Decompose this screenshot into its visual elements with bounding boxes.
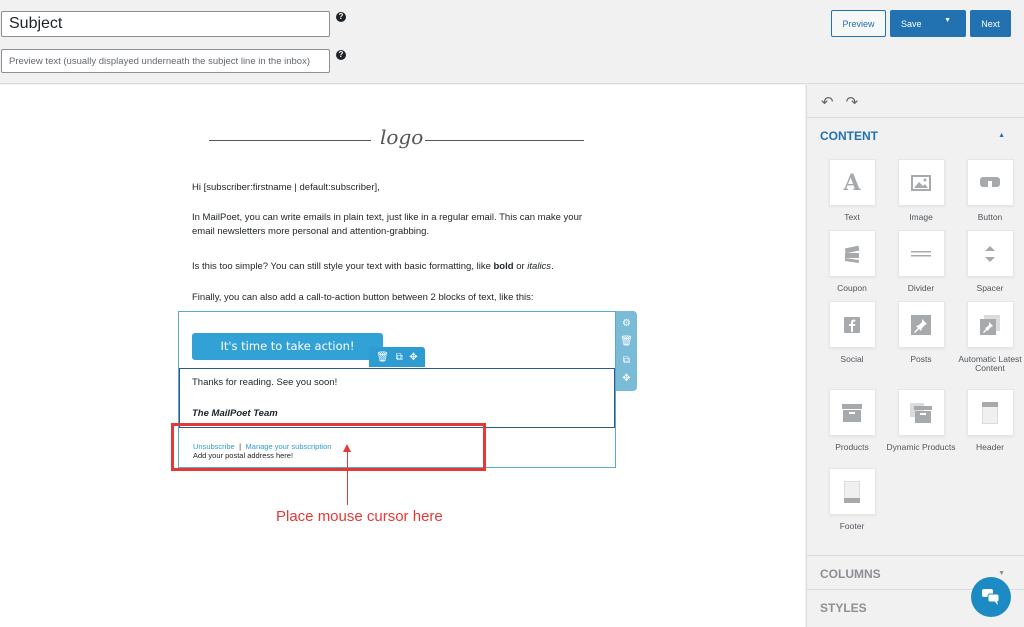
paragraph-formatting-start: Is this too simple? You can still style your text with basic formatting, like <box>192 261 494 272</box>
cta-button[interactable]: It's time to take action! <box>192 333 383 360</box>
footer-icon <box>829 468 876 515</box>
coupon-icon <box>829 230 876 277</box>
paragraph-plain-text[interactable]: In MailPoet, you can write emails in plain text, just like in a regular email. This can make your email newsletters more personal and attention-grabbing. <box>192 212 583 237</box>
redo-icon[interactable]: ↷ <box>845 94 859 111</box>
save-button-label: Save <box>901 18 922 29</box>
widget-label: Coupon <box>837 283 867 293</box>
header-icon <box>967 389 1014 436</box>
social-icon <box>829 301 876 348</box>
manage-subscription-link[interactable]: Manage your subscription <box>245 442 332 451</box>
email-canvas <box>0 85 805 627</box>
widget-label: Header <box>976 442 1004 452</box>
next-button[interactable]: Next <box>970 10 1011 37</box>
widget-coupon[interactable] <box>817 230 887 293</box>
logo-block[interactable] <box>209 125 584 155</box>
spacer-icon <box>967 230 1014 277</box>
content-section-title: CONTENT <box>820 129 878 143</box>
paragraph-cta-intro[interactable]: Finally, you can also add a call-to-action button between 2 blocks of text, like this: <box>192 292 534 303</box>
greeting-text[interactable]: Hi [subscriber:firstname | default:subscriber], <box>192 182 380 193</box>
bold-text: bold <box>493 261 514 272</box>
italic-text: italics <box>527 261 552 272</box>
widget-header[interactable] <box>955 389 1024 452</box>
divider-icon <box>898 230 945 277</box>
unsubscribe-link[interactable]: Unsubscribe <box>193 442 235 451</box>
preview-text-input[interactable] <box>1 49 330 73</box>
caret-down-icon[interactable]: ▼ <box>944 17 951 24</box>
dynamic-products-icon <box>898 389 945 436</box>
widget-label: Dynamic Products <box>886 442 956 452</box>
preview-text-help-icon[interactable]: ? <box>336 50 346 60</box>
widget-label: Automatic Latest Content <box>958 354 1022 373</box>
annotation-highlight-box <box>171 423 486 471</box>
widget-label: Divider <box>907 283 935 293</box>
closing-text[interactable]: Thanks for reading. See you soon! <box>192 377 338 388</box>
postal-address-text[interactable]: Add your postal address here! <box>193 451 294 460</box>
logo-divider-left <box>209 140 371 141</box>
widget-label: Social <box>840 354 864 364</box>
image-icon <box>898 159 945 206</box>
widget-label: Posts <box>910 354 932 364</box>
signature-text[interactable]: The MailPoet Team <box>192 408 278 419</box>
text-icon: A <box>829 159 876 206</box>
settings-gear-icon[interactable]: ⚙ <box>622 317 631 329</box>
trash-icon[interactable]: 🗑 <box>376 351 389 363</box>
widget-divider[interactable] <box>886 230 956 293</box>
container-move-icon[interactable]: ✥ <box>622 373 631 385</box>
annotation-text: Place mouse cursor here <box>276 508 443 525</box>
block-tools <box>369 347 425 367</box>
columns-section-title: COLUMNS <box>820 567 881 581</box>
history-controls <box>821 93 870 111</box>
widget-label: Products <box>835 442 869 452</box>
widget-button[interactable] <box>955 159 1024 222</box>
editor-header <box>0 0 1024 84</box>
widget-social[interactable] <box>817 301 887 364</box>
preview-button[interactable]: Preview <box>831 10 886 37</box>
button-icon <box>967 159 1014 206</box>
chat-support-icon[interactable] <box>971 577 1011 617</box>
widget-label: Spacer <box>976 283 1004 293</box>
editor-sidebar <box>806 85 1024 627</box>
expand-down-icon: ▼ <box>998 570 1005 577</box>
collapse-up-icon: ▲ <box>998 132 1005 139</box>
widget-footer[interactable] <box>817 468 887 531</box>
move-icon[interactable]: ✥ <box>409 351 418 363</box>
widget-label: Footer <box>839 521 865 531</box>
logo-divider-right <box>425 140 584 141</box>
widget-label: Button <box>977 212 1003 222</box>
footer-separator: | <box>239 442 242 451</box>
widget-image[interactable] <box>886 159 956 222</box>
duplicate-icon[interactable]: ⧉ <box>395 351 403 363</box>
content-section-toggle[interactable] <box>807 117 1024 153</box>
widget-label: Text <box>844 212 860 222</box>
logo-text: logo <box>380 125 424 149</box>
subject-input[interactable] <box>1 11 330 37</box>
widget-label: Image <box>909 212 933 222</box>
automatic-latest-content-icon <box>967 301 1014 348</box>
container-duplicate-icon[interactable]: ⧉ <box>622 354 631 366</box>
subject-help-icon[interactable]: ? <box>336 12 346 22</box>
annotation-arrow-line <box>347 450 348 505</box>
widget-posts[interactable] <box>886 301 956 364</box>
undo-icon[interactable]: ↶ <box>821 94 834 111</box>
products-icon <box>829 389 876 436</box>
save-button[interactable] <box>890 10 966 37</box>
widget-spacer[interactable] <box>955 230 1024 293</box>
widget-automatic-latest-content[interactable] <box>955 301 1024 373</box>
widget-products[interactable] <box>817 389 887 452</box>
paragraph-formatting-end: . <box>551 261 554 272</box>
paragraph-formatting[interactable] <box>192 260 622 274</box>
container-trash-icon[interactable]: 🗑 <box>620 336 633 348</box>
posts-icon <box>898 301 945 348</box>
styles-section-title: STYLES <box>820 601 867 615</box>
widget-text[interactable] <box>817 159 887 222</box>
widget-dynamic-products[interactable] <box>886 389 956 452</box>
paragraph-formatting-mid: or <box>513 261 528 272</box>
